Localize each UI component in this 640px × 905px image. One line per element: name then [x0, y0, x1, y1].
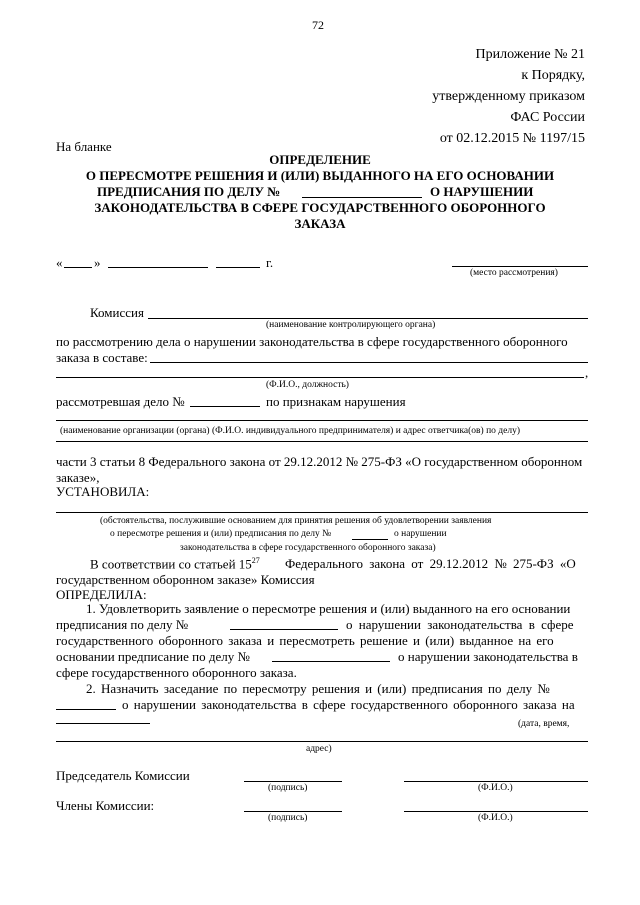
item1-line: 1. Удовлетворить заявление о пересмотре решения и (или) выданного на его основании [86, 601, 571, 616]
item1-line: о нарушении законодательства в [398, 649, 578, 664]
appendix-line: утвержденному приказом [432, 89, 585, 104]
fio-hint: (Ф.И.О.) [478, 783, 513, 793]
letterhead-note: На бланке [56, 139, 112, 154]
article-superscript: 27 [251, 556, 260, 565]
signature-hint: (подпись) [268, 813, 308, 823]
accordance-start: В соответствии со статьей 15 [90, 556, 252, 572]
date-quote-close: » [94, 255, 101, 270]
fio-hint: (Ф.И.О., должность) [266, 380, 349, 390]
signature-hint: (подпись) [268, 783, 308, 793]
appendix-line: ФАС России [510, 110, 585, 125]
circumstances-hint: о пересмотре решения и (или) предписания по делу № [110, 529, 332, 539]
date-quote-open: « [56, 255, 63, 270]
title-case-blank [302, 197, 422, 198]
page-number: 72 [312, 18, 324, 32]
item2-case-blank [56, 709, 116, 710]
item1-line: о нарушении законодательства в сфере [346, 617, 574, 632]
chairman-fio-blank [404, 781, 588, 782]
address-blank [56, 741, 588, 742]
item1-line: предписания по делу № [56, 617, 189, 632]
case-label: рассмотревшая дело № [56, 394, 185, 409]
law-reference-end: заказе», [56, 470, 100, 485]
circumstances-hint: (обстоятельства, послужившие основанием для принятия решения об удовлетворении заявления [100, 516, 492, 526]
members-label: Члены Комиссии: [56, 798, 155, 813]
fio-hint: (Ф.И.О.) [478, 813, 513, 823]
law-reference: части 3 статьи 8 Федерального закона от 29.12.2012 № 275-ФЗ «О государственном оборонном [56, 454, 583, 469]
composition-label: заказа в составе: [56, 350, 148, 365]
determined-heading: ОПРЕДЕЛИЛА: [56, 587, 147, 602]
item2-line: 2. Назначить заседание по пересмотру решения и (или) предписания по делу № [86, 681, 550, 696]
title-line: О НАРУШЕНИИ [430, 184, 534, 199]
item1-line: основании предписание по делу № [56, 649, 250, 664]
case-number-blank [190, 406, 260, 407]
address-hint: адрес) [306, 744, 332, 754]
respondent-underline [56, 441, 588, 442]
composition-blank-2 [56, 377, 584, 378]
accordance-line2: государственном оборонном заказе» Комиссия [56, 572, 315, 587]
member-signature-blank [244, 811, 342, 812]
item1-line: сфере государственного оборонного заказа. [56, 665, 297, 680]
chairman-signature-blank [244, 781, 342, 782]
circumstances-hint: законодательства в сфере государственного оборонного заказа) [180, 543, 436, 553]
date-year-blank [216, 267, 260, 268]
hint-case-blank [352, 539, 388, 540]
chairman-label: Председатель Комиссии [56, 768, 190, 783]
consideration-text: по рассмотрению дела о нарушении законодательства в сфере государственного оборонного [56, 334, 568, 349]
date-day-blank [64, 267, 92, 268]
item1-line: государственного оборонного заказа и пересмотреть решение и (или) выданное на его [56, 633, 554, 648]
established-heading: УСТАНОВИЛА: [56, 484, 150, 499]
title-line: О ПЕРЕСМОТРЕ РЕШЕНИЯ И (ИЛИ) ВЫДАННОГО НА ЕГО ОСНОВАНИИ [85, 168, 555, 183]
signs-label: по признакам нарушения [266, 394, 406, 409]
datetime-hint: (дата, время, [518, 719, 570, 729]
composition-comma: , [585, 365, 589, 380]
place-hint: (место рассмотрения) [470, 268, 558, 278]
item1-case-blank-2 [272, 661, 390, 662]
organ-blank [148, 318, 588, 319]
item1-case-blank [230, 629, 338, 630]
accordance-text [90, 556, 260, 572]
commission-label: Комиссия [90, 305, 144, 320]
appendix-block [432, 44, 585, 149]
circumstances-hint: о нарушении [394, 529, 447, 539]
appendix-line: Приложение № 21 [475, 47, 585, 62]
document-title: ОПРЕДЕЛЕНИЕ [269, 152, 371, 167]
item2-date-blank [56, 723, 150, 724]
member-fio-blank [404, 811, 588, 812]
title-line: ЗАКАЗА [294, 216, 346, 231]
circumstances-blank [56, 512, 588, 513]
appendix-line: к Порядку, [521, 68, 585, 83]
title-line: ЗАКОНОДАТЕЛЬСТВА В СФЕРЕ ГОСУДАРСТВЕННОГО ОБОРОННОГО [94, 200, 546, 215]
appendix-line: от 02.12.2015 № 1197/15 [439, 131, 585, 146]
date-year-suffix: г. [266, 255, 274, 270]
item2-line: о нарушении законодательства в сфере государственного оборонного заказа на [122, 697, 575, 712]
composition-blank [150, 362, 588, 363]
organ-hint: (наименование контролирующего органа) [266, 320, 436, 330]
date-month-blank [108, 267, 208, 268]
title-line: ПРЕДПИСАНИЯ ПО ДЕЛУ № [97, 184, 281, 199]
accordance-end: Федерального закона от 29.12.2012 № 275-ФЗ «О [285, 556, 576, 571]
respondent-hint: (наименование организации (органа) (Ф.И.О. индивидуального предпринимателя) и адрес ответчика(ов) по делу) [60, 426, 520, 436]
place-blank [452, 266, 588, 267]
respondent-blank [56, 420, 588, 421]
